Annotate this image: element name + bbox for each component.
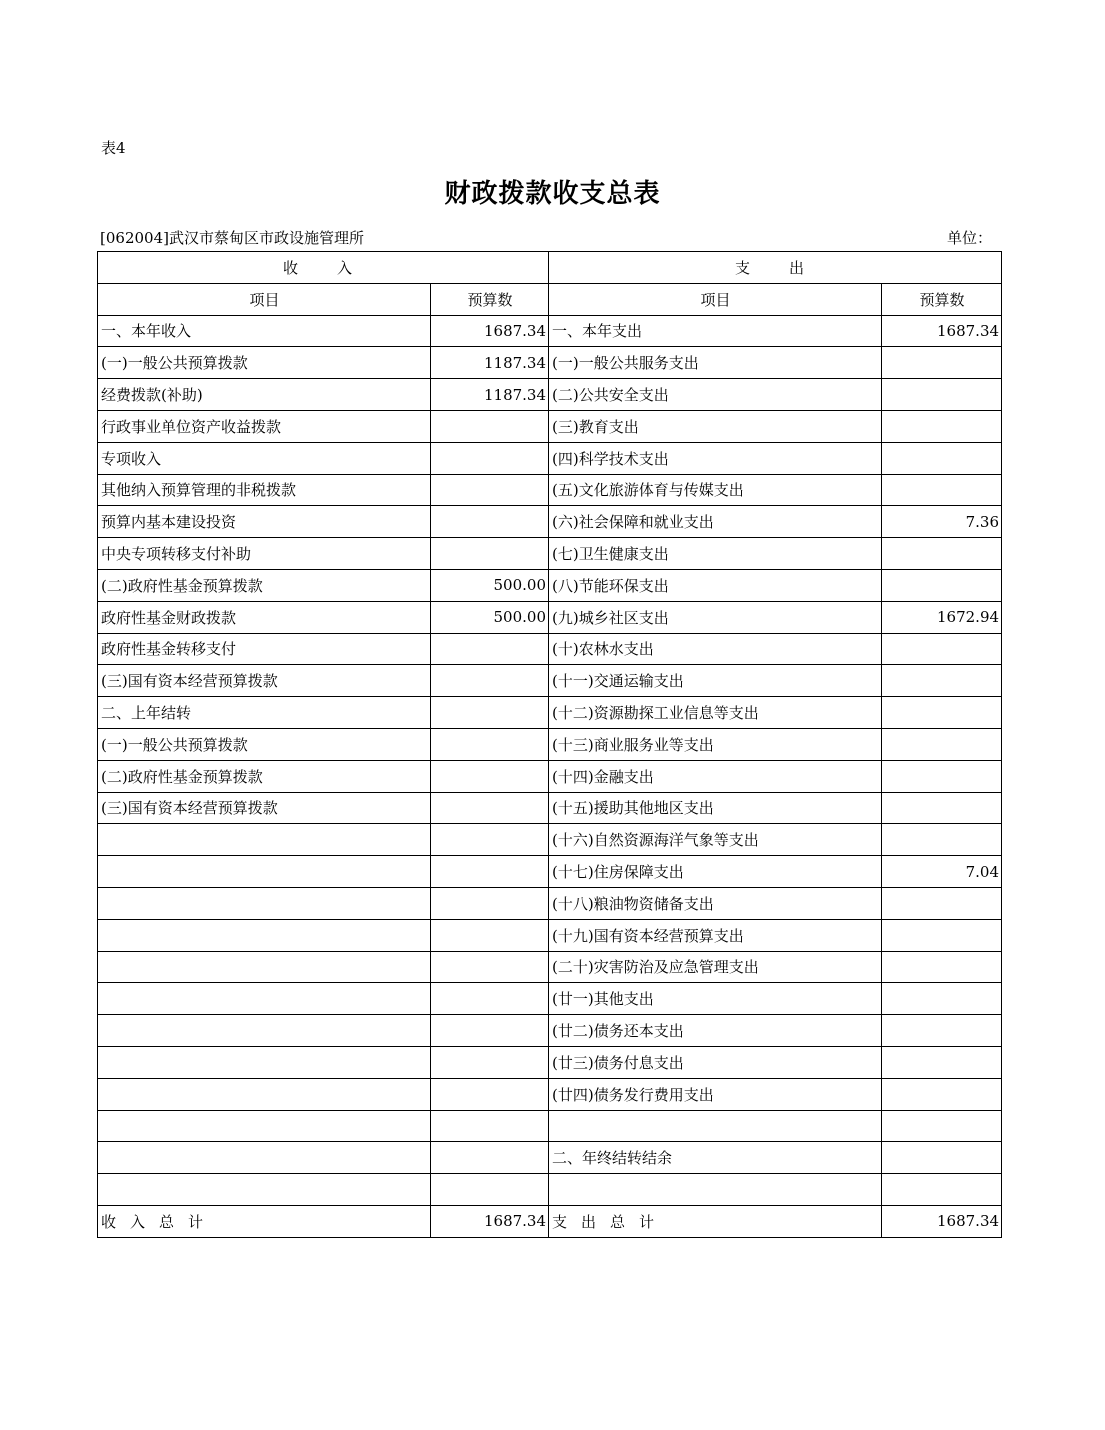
expense-value-cell xyxy=(882,442,1002,474)
expense-item-cell: (十八)粮油物资储备支出 xyxy=(549,887,882,919)
expense-item-cell: (十四)金融支出 xyxy=(549,760,882,792)
expense-item-cell: 二、年终结转结余 xyxy=(549,1142,882,1174)
income-value-cell xyxy=(431,665,549,697)
table-row xyxy=(98,569,1002,601)
table-row xyxy=(98,601,1002,633)
expense-value-cell xyxy=(882,1110,1002,1142)
expense-item-cell: (廿一)其他支出 xyxy=(549,983,882,1015)
table-row xyxy=(98,728,1002,760)
unit-label: 单位： xyxy=(946,229,992,247)
expense-item-cell: (一)一般公共服务支出 xyxy=(549,347,882,379)
table-row xyxy=(98,1174,1002,1206)
income-item-cell: (三)国有资本经营预算拨款 xyxy=(98,665,431,697)
income-item-header: 项目 xyxy=(98,283,431,315)
expense-value-cell: 1687.34 xyxy=(882,315,1002,347)
table-body xyxy=(98,315,1002,1205)
income-item-cell xyxy=(98,856,431,888)
income-value-cell xyxy=(431,1142,549,1174)
expense-value-cell xyxy=(882,887,1002,919)
expense-value-cell xyxy=(882,665,1002,697)
expense-value-cell xyxy=(882,697,1002,729)
income-value-cell xyxy=(431,792,549,824)
expense-value-cell xyxy=(882,728,1002,760)
income-value-cell: 1687.34 xyxy=(431,315,549,347)
table-row xyxy=(98,1110,1002,1142)
expense-value-cell: 7.36 xyxy=(882,506,1002,538)
expense-item-cell: (廿四)债务发行费用支出 xyxy=(549,1078,882,1110)
table-row xyxy=(98,1015,1002,1047)
totals-row xyxy=(98,1205,1002,1237)
expense-value-cell xyxy=(882,792,1002,824)
expense-item-cell: (八)节能环保支出 xyxy=(549,569,882,601)
expense-item-cell: (十二)资源勘探工业信息等支出 xyxy=(549,697,882,729)
income-item-cell: 政府性基金转移支付 xyxy=(98,633,431,665)
income-item-cell xyxy=(98,951,431,983)
income-value-cell xyxy=(431,1174,549,1206)
table-row xyxy=(98,697,1002,729)
table-row xyxy=(98,379,1002,411)
expense-item-cell: (廿二)债务还本支出 xyxy=(549,1015,882,1047)
table-row xyxy=(98,410,1002,442)
income-value-cell: 1187.34 xyxy=(431,379,549,411)
group-header-row xyxy=(98,252,1002,284)
expense-budget-header: 预算数 xyxy=(882,283,1002,315)
income-item-cell xyxy=(98,887,431,919)
income-item-cell: 二、上年结转 xyxy=(98,697,431,729)
expense-item-cell xyxy=(549,1174,882,1206)
income-item-cell xyxy=(98,1046,431,1078)
table-row xyxy=(98,887,1002,919)
expense-item-cell: (十七)住房保障支出 xyxy=(549,856,882,888)
income-item-cell: (三)国有资本经营预算拨款 xyxy=(98,792,431,824)
income-item-cell xyxy=(98,1078,431,1110)
table-row xyxy=(98,919,1002,951)
income-value-cell xyxy=(431,728,549,760)
page-title: 财政拨款收支总表 xyxy=(444,179,661,209)
expense-item-cell: (二十)灾害防治及应急管理支出 xyxy=(549,951,882,983)
table-row xyxy=(98,792,1002,824)
expense-total-label: 支出总计 xyxy=(549,1205,882,1237)
income-item-cell xyxy=(98,919,431,951)
income-value-cell xyxy=(431,474,549,506)
income-value-cell xyxy=(431,887,549,919)
expense-item-cell xyxy=(549,1110,882,1142)
table-row xyxy=(98,665,1002,697)
income-item-cell: 一、本年收入 xyxy=(98,315,431,347)
expense-value-cell xyxy=(882,347,1002,379)
income-item-cell: (一)一般公共预算拨款 xyxy=(98,728,431,760)
table-row xyxy=(98,315,1002,347)
income-budget-header: 预算数 xyxy=(431,283,549,315)
expense-value-cell: 1672.94 xyxy=(882,601,1002,633)
expense-item-cell: (二)公共安全支出 xyxy=(549,379,882,411)
expense-item-cell: (十五)援助其他地区支出 xyxy=(549,792,882,824)
income-value-cell xyxy=(431,410,549,442)
table-row xyxy=(98,474,1002,506)
expense-value-cell xyxy=(882,951,1002,983)
income-value-cell xyxy=(431,1110,549,1142)
income-value-cell: 500.00 xyxy=(431,601,549,633)
expense-item-cell: (九)城乡社区支出 xyxy=(549,601,882,633)
expense-value-cell xyxy=(882,1046,1002,1078)
income-item-cell: 中央专项转移支付补助 xyxy=(98,538,431,570)
income-value-cell xyxy=(431,633,549,665)
table-number: 表4 xyxy=(101,139,126,157)
income-value-cell xyxy=(431,697,549,729)
income-value-cell xyxy=(431,824,549,856)
income-total-label: 收入总计 xyxy=(98,1205,431,1237)
expense-value-cell xyxy=(882,633,1002,665)
income-value-cell xyxy=(431,1046,549,1078)
expense-value-cell xyxy=(882,569,1002,601)
expense-value-cell: 7.04 xyxy=(882,856,1002,888)
income-item-cell: 经费拨款(补助) xyxy=(98,379,431,411)
expense-item-cell: (七)卫生健康支出 xyxy=(549,538,882,570)
expense-item-cell: (五)文化旅游体育与传媒支出 xyxy=(549,474,882,506)
table-row xyxy=(98,538,1002,570)
table-row xyxy=(98,824,1002,856)
income-item-cell: (二)政府性基金预算拨款 xyxy=(98,760,431,792)
income-item-cell: 预算内基本建设投资 xyxy=(98,506,431,538)
income-value-cell xyxy=(431,1078,549,1110)
income-item-cell: (二)政府性基金预算拨款 xyxy=(98,569,431,601)
expense-value-cell xyxy=(882,474,1002,506)
expense-item-cell: (六)社会保障和就业支出 xyxy=(549,506,882,538)
expense-item-cell: (十)农林水支出 xyxy=(549,633,882,665)
expense-item-cell: (十九)国有资本经营预算支出 xyxy=(549,919,882,951)
income-value-cell: 1187.34 xyxy=(431,347,549,379)
table-row xyxy=(98,506,1002,538)
expense-item-header: 项目 xyxy=(549,283,882,315)
table-row xyxy=(98,856,1002,888)
table-row xyxy=(98,347,1002,379)
income-item-cell: 政府性基金财政拨款 xyxy=(98,601,431,633)
expense-value-cell xyxy=(882,919,1002,951)
table-row xyxy=(98,633,1002,665)
income-value-cell xyxy=(431,538,549,570)
income-value-cell xyxy=(431,951,549,983)
expense-item-cell: (三)教育支出 xyxy=(549,410,882,442)
income-value-cell xyxy=(431,506,549,538)
expense-value-cell xyxy=(882,1174,1002,1206)
income-item-cell: 其他纳入预算管理的非税拨款 xyxy=(98,474,431,506)
fiscal-summary-table xyxy=(97,251,1002,1238)
table-row xyxy=(98,442,1002,474)
table-row xyxy=(98,1046,1002,1078)
table-row xyxy=(98,983,1002,1015)
expense-total-value: 1687.34 xyxy=(882,1205,1002,1237)
income-item-cell xyxy=(98,1110,431,1142)
expense-group-header: 支 出 xyxy=(549,252,1002,284)
income-item-cell xyxy=(98,824,431,856)
expense-value-cell xyxy=(882,983,1002,1015)
income-value-cell xyxy=(431,442,549,474)
table-row xyxy=(98,951,1002,983)
expense-value-cell xyxy=(882,760,1002,792)
income-group-header: 收 入 xyxy=(98,252,549,284)
income-item-cell: 专项收入 xyxy=(98,442,431,474)
income-value-cell: 500.00 xyxy=(431,569,549,601)
income-value-cell xyxy=(431,856,549,888)
income-item-cell xyxy=(98,983,431,1015)
expense-value-cell xyxy=(882,410,1002,442)
income-item-cell xyxy=(98,1142,431,1174)
expense-item-cell: (十一)交通运输支出 xyxy=(549,665,882,697)
expense-value-cell xyxy=(882,1015,1002,1047)
column-header-row xyxy=(98,283,1002,315)
income-item-cell xyxy=(98,1174,431,1206)
income-value-cell xyxy=(431,760,549,792)
table-row xyxy=(98,760,1002,792)
income-item-cell xyxy=(98,1015,431,1047)
expense-value-cell xyxy=(882,824,1002,856)
organization-name: [062004]武汉市蔡甸区市政设施管理所 xyxy=(100,229,364,247)
expense-value-cell xyxy=(882,379,1002,411)
income-item-cell: 行政事业单位资产收益拨款 xyxy=(98,410,431,442)
income-value-cell xyxy=(431,1015,549,1047)
expense-value-cell xyxy=(882,1078,1002,1110)
expense-item-cell: 一、本年支出 xyxy=(549,315,882,347)
income-total-value: 1687.34 xyxy=(431,1205,549,1237)
expense-item-cell: (十六)自然资源海洋气象等支出 xyxy=(549,824,882,856)
expense-item-cell: (四)科学技术支出 xyxy=(549,442,882,474)
table-row xyxy=(98,1078,1002,1110)
income-item-cell: (一)一般公共预算拨款 xyxy=(98,347,431,379)
income-value-cell xyxy=(431,983,549,1015)
income-value-cell xyxy=(431,919,549,951)
expense-value-cell xyxy=(882,538,1002,570)
expense-value-cell xyxy=(882,1142,1002,1174)
expense-item-cell: (十三)商业服务业等支出 xyxy=(549,728,882,760)
table-row xyxy=(98,1142,1002,1174)
expense-item-cell: (廿三)债务付息支出 xyxy=(549,1046,882,1078)
